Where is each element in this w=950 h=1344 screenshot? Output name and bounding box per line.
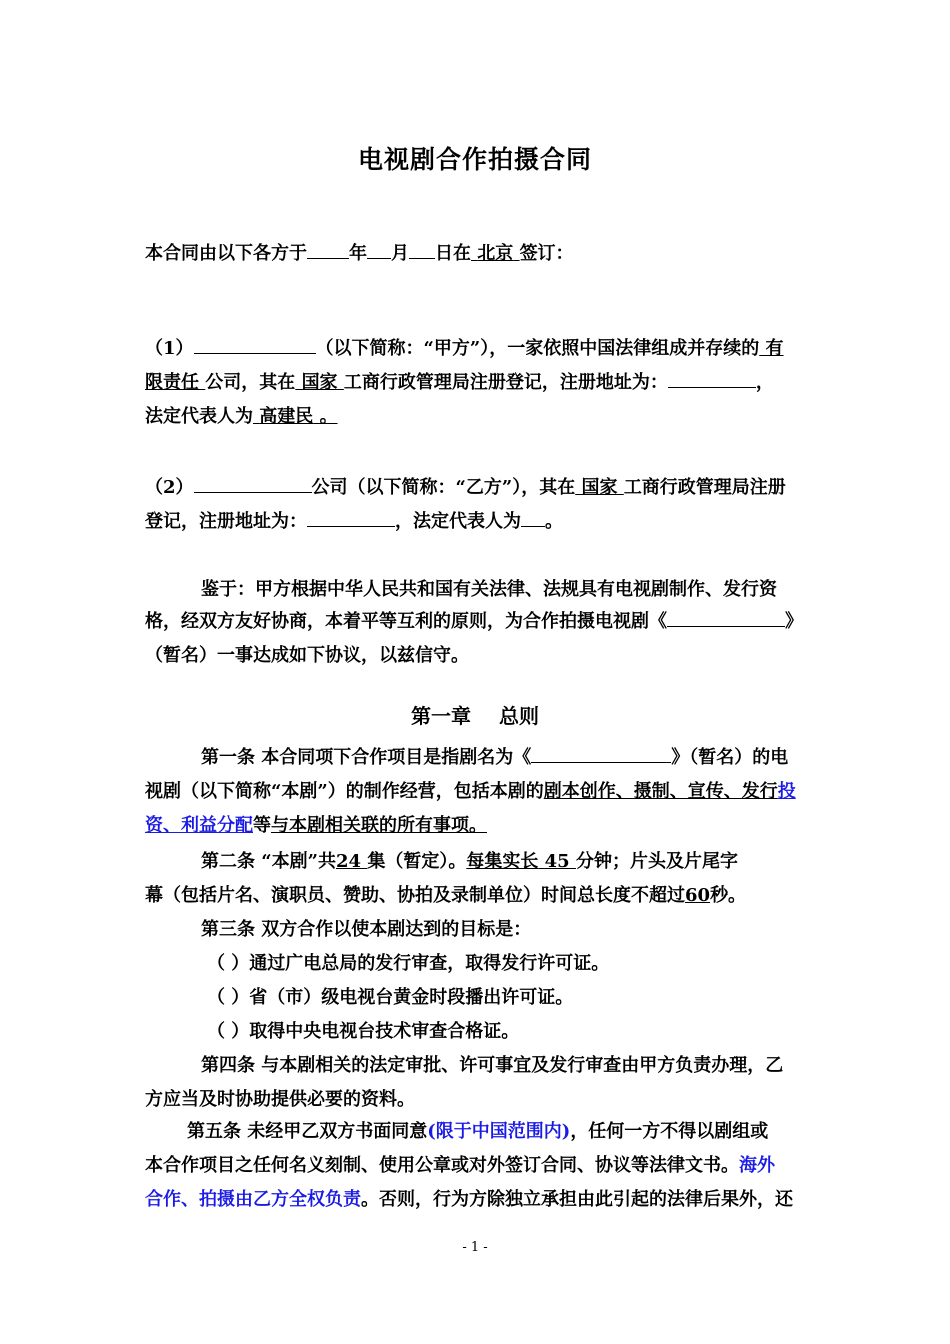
whereas-part-a: 格，经双方友好协商，本着平等互利的原则，为合作拍摄电视剧《 — [145, 611, 667, 632]
intro-place: 北京 — [477, 243, 514, 264]
intro-prefix: 本合同由以下各方于 — [145, 243, 307, 264]
party-b-rep-blank — [521, 508, 545, 527]
article-1-invest: 投 — [777, 781, 796, 802]
article-2-line-2 — [145, 879, 810, 913]
article-1-part-b: 》（暂名）的电 — [671, 747, 789, 768]
article-1-line-2 — [145, 775, 810, 809]
article-1-etc: 等 — [253, 815, 271, 836]
party-b-rep-label: ，法定代表人为 — [395, 511, 521, 532]
party-a-type-2: 限责任 — [145, 372, 199, 393]
episode-count: 24 — [335, 851, 362, 872]
party-b-abbr: 公司（以下简称：“乙方”），其在 — [311, 477, 576, 498]
whereas-line-1: 鉴于：甲方根据中华人民共和国有关法律、法规具有电视剧制作、发行资 — [201, 579, 777, 600]
article-2-part-d: 分钟；片头及片尾字 — [575, 851, 738, 872]
party-a-rep: 高建民 — [259, 406, 314, 427]
article-1-part-c: 视剧（以下简称“本剧”）的制作经营，包括本剧的 — [145, 781, 544, 802]
party-a-reg: 工商行政管理局注册登记，注册地址为： — [343, 372, 668, 393]
party-a-comma: ， — [755, 372, 774, 393]
party-a-line-2 — [145, 366, 810, 400]
intro-line — [145, 237, 810, 271]
article-2-part-a: 第二条 “本剧”共 — [201, 851, 336, 872]
article-5-line-1 — [145, 1115, 810, 1149]
party-a-address-blank — [668, 369, 756, 388]
party-b-num: （2） — [145, 477, 194, 498]
page-number: - 1 - — [462, 1240, 488, 1255]
article-5-scope: (限于中国范围内) — [427, 1121, 571, 1142]
whereas-part-b: 》 — [785, 611, 803, 632]
chapter-name: 总则 — [499, 704, 539, 728]
chapter-heading — [0, 700, 950, 729]
article-2-line-1 — [145, 845, 810, 879]
party-b-name-blank — [194, 474, 312, 493]
party-b-end: 。 — [545, 511, 563, 532]
article-1-scope: 剧本创作、摄制、宣传、发行 — [543, 781, 778, 802]
article-3-head: 第三条 双方合作以使本剧达到的目标是： — [201, 919, 532, 940]
month-blank — [367, 240, 391, 259]
day-blank — [409, 240, 435, 259]
party-a-rep-label: 法定代表人为 — [145, 406, 253, 427]
party-b-line-1 — [145, 471, 810, 505]
article-5-line-3 — [145, 1183, 810, 1217]
party-a-end: 。 — [319, 406, 338, 427]
article-2-part-e: 幕（包括片名、演职员、赞助、协拍及录制单位）时间总长度不超过 — [145, 885, 685, 906]
year-blank — [307, 240, 349, 259]
article-2-part-c: 每集实长 — [466, 851, 539, 872]
party-a-abbr: （以下简称：“甲方”），一家依照中国法律组成并存续的 — [315, 338, 760, 359]
intro-month: 月 — [391, 243, 409, 264]
article-1-profit: 资、利益分配 — [145, 815, 253, 836]
party-a-company: 公司，其在 — [205, 372, 296, 393]
party-b-address-blank — [307, 508, 395, 527]
article-4-line-2: 方应当及时协助提供必要的资料。 — [145, 1089, 415, 1110]
intro-suffix: 签订： — [519, 243, 574, 264]
article-3-item: （ ）通过广电总局的发行审查，取得发行许可证。 — [207, 953, 610, 974]
drama-title-blank — [667, 608, 785, 627]
party-a-line-3 — [145, 400, 810, 434]
article-2-part-f: 秒。 — [710, 885, 747, 906]
article-3-item: （ ）取得中央电视台技术审查合格证。 — [207, 1021, 520, 1042]
party-b-authority: 国家 — [581, 477, 618, 498]
article-1-part-a: 第一条 本合同项下合作项目是指剧名为《 — [201, 747, 532, 768]
article-4-line-1: 第四条 与本剧相关的法定审批、许可事宜及发行审查由甲方负责办理，乙 — [201, 1055, 784, 1076]
credits-seconds: 60 — [685, 885, 711, 906]
party-b-line-2 — [145, 505, 810, 539]
article-1-end: 。 — [469, 815, 487, 836]
whereas-line-2 — [145, 605, 810, 639]
contract-title: 电视剧合作拍摄合同 — [357, 145, 592, 174]
whereas-line-3: （暂名）一事达成如下协议，以兹信守。 — [145, 645, 469, 666]
article-1-title-blank — [531, 744, 671, 763]
party-a-name-blank — [194, 335, 316, 354]
party-a-type-1: 有 — [765, 338, 784, 359]
article-5-part-d: 本合作项目之任何名义刻制、使用公章或对外签订合同、协议等法律文书。 — [145, 1155, 739, 1176]
article-5-line-2 — [145, 1149, 810, 1183]
article-2-part-b: 集（暂定）。 — [367, 851, 467, 872]
party-a-line-1 — [145, 332, 810, 366]
party-a-num: （1） — [145, 338, 194, 359]
article-5-part-c: ，任何一方不得以剧组或 — [570, 1121, 769, 1142]
article-1-line-3 — [145, 809, 810, 843]
party-a-authority: 国家 — [301, 372, 338, 393]
article-5-part-a: 第五条 未经甲乙双方书面同意 — [187, 1121, 428, 1142]
article-1-related: 与本剧相关联的所有事项 — [271, 815, 469, 836]
article-5-overseas: 海外 — [739, 1155, 775, 1176]
article-5-overseas-rest: 合作、拍摄由乙方全权负责 — [145, 1189, 361, 1210]
party-b-reg-2: 登记，注册地址为： — [145, 511, 307, 532]
article-3-item: （ ）省（市）级电视台黄金时段播出许可证。 — [207, 987, 574, 1008]
party-b-reg: 工商行政管理局注册 — [623, 477, 786, 498]
article-5-part-e: 。否则，行为方除独立承担由此引起的法律后果外，还 — [361, 1189, 793, 1210]
episode-minutes: 45 — [544, 851, 570, 872]
intro-day-at: 日在 — [435, 243, 471, 264]
intro-year: 年 — [349, 243, 367, 264]
chapter-number: 第一章 — [411, 704, 471, 728]
article-1-line-1 — [145, 741, 810, 775]
